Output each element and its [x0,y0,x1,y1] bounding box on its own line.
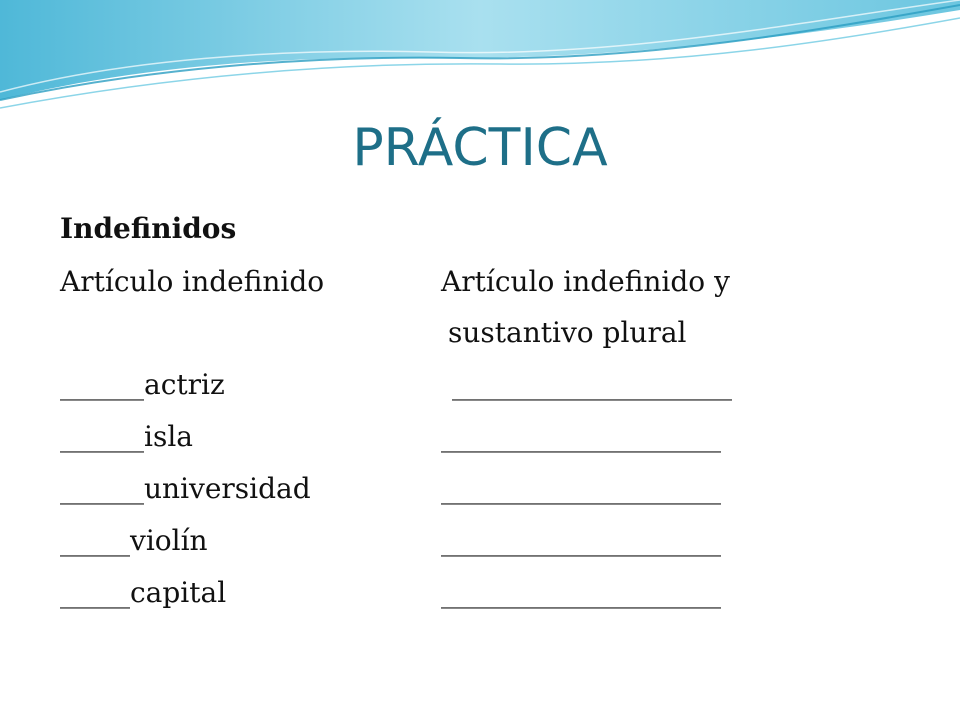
column-header-right-line2: sustantivo plural [448,316,687,349]
answer-blank: ____________________ [441,472,721,505]
list-item: _____violín [60,524,208,557]
answer-blank: ____________________ [441,420,721,453]
answer-blank: ____________________ [441,576,721,609]
list-item: _____capital [60,576,227,609]
list-item: ______actriz [60,368,225,401]
slide-title: PRÁCTICA [352,118,608,178]
list-item: ______universidad [60,472,311,505]
column-header-right-line1: Artículo indefinido y [441,265,730,298]
answer-blank: ____________________ [441,524,721,557]
answer-blank: ____________________ [452,368,732,401]
wave-banner-decoration [0,0,960,120]
list-item: ______isla [60,420,193,453]
column-header-left: Artículo indefinido [60,265,325,298]
section-heading: Indefinidos [60,212,237,245]
